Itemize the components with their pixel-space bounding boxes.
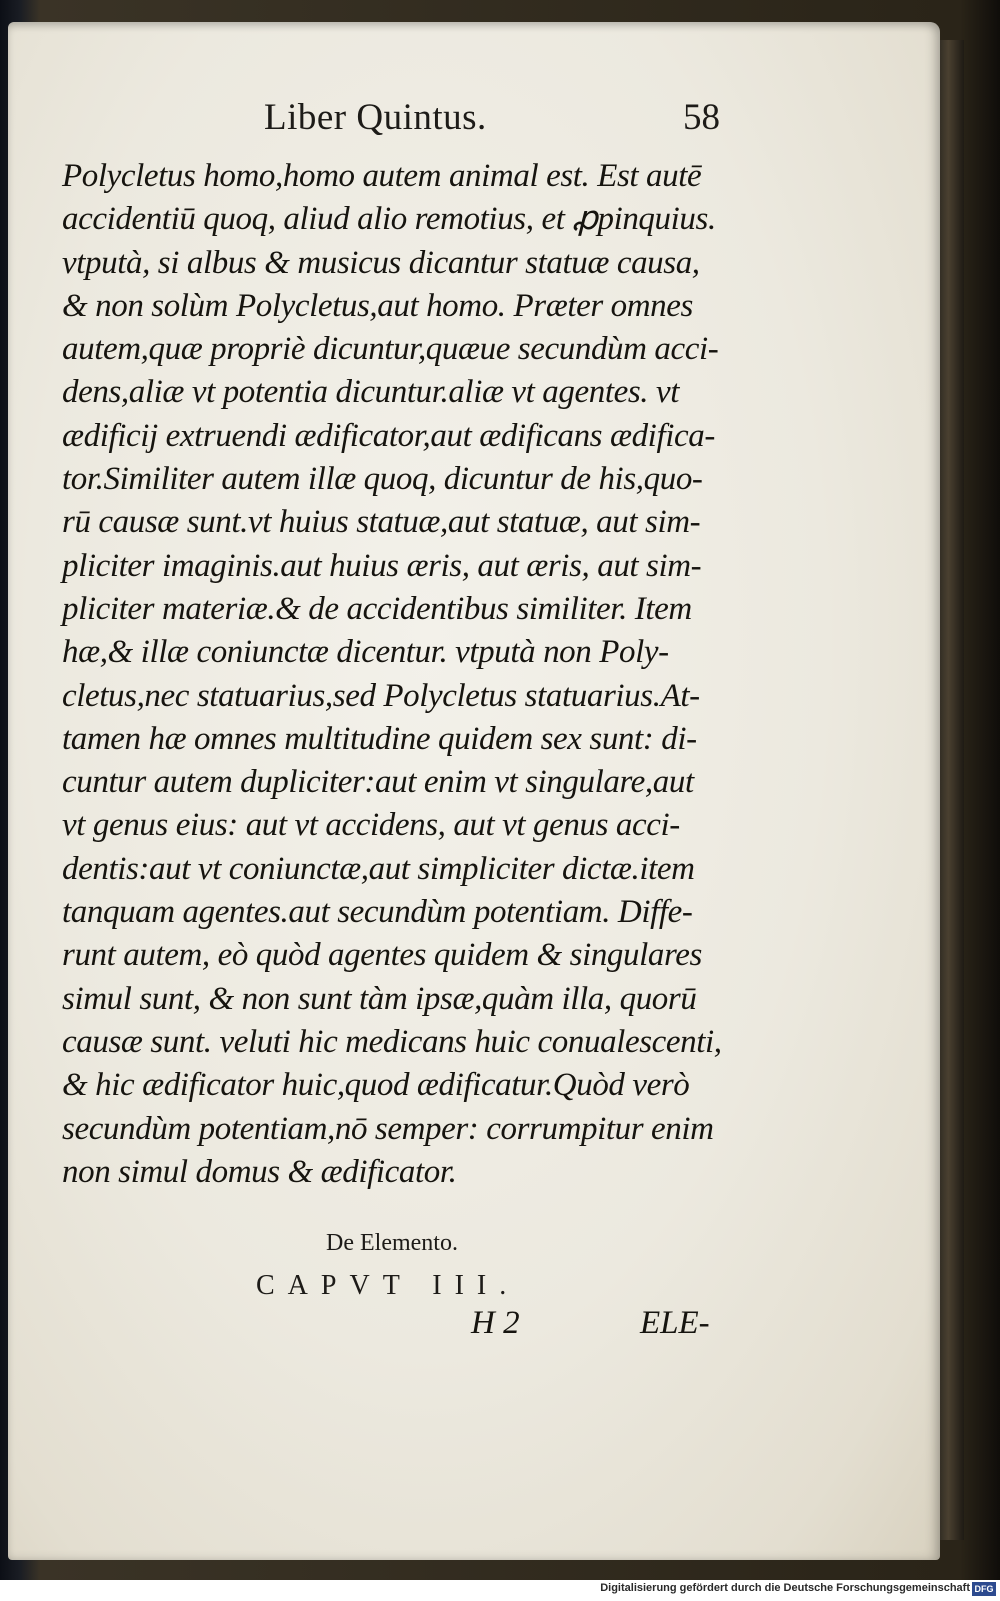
text-line: ædificij extruendi ædificator,aut ædificans ædifica- [62, 417, 715, 454]
text-line: runt autem, eò quòd agentes quidem & singulares [62, 937, 702, 974]
dfg-logo: DFG [972, 1582, 996, 1596]
text-line: hæ,& illæ coniunctæ dicentur. vtputà non Poly- [62, 634, 669, 671]
text-line: & hic ædificator huic,quod ædificatur.Quòd verò [62, 1067, 690, 1104]
text-line: simul sunt, & non sunt tàm ipsæ,quàm illa, quorū [62, 980, 697, 1017]
page-number: 58 [683, 97, 720, 138]
text-line: vtputà, si albus & musicus dicantur statuæ causa, [62, 244, 700, 281]
text-line: causæ sunt. veluti hic medicans huic conualescenti, [62, 1023, 722, 1060]
body-text [62, 155, 742, 1194]
chapter-heading: CAPVT III. [256, 1270, 520, 1301]
text-line: non simul domus & ædificator. [62, 1153, 457, 1190]
book-edge [938, 40, 964, 1540]
signature-mark: H 2 [471, 1305, 520, 1341]
text-line: Polycletus homo,homo autem animal est. Est autē [62, 158, 702, 194]
text-line: pliciter imaginis.aut huius æris, aut æris, aut sim- [62, 547, 702, 584]
text-line: tamen hæ omnes multitudine quidem sex sunt: di- [62, 720, 697, 757]
text-line: & non solùm Polycletus,aut homo. Præter omnes [62, 287, 693, 324]
text-line: secundùm potentiam,nō semper: corrumpitur enim [62, 1110, 714, 1147]
text-line: dentis:aut vt coniunctæ,aut simpliciter dictæ.item [62, 850, 695, 887]
text-line: tor.Similiter autem illæ quoq, dicuntur de his,quo- [62, 461, 703, 498]
text-line: autem,quæ propriè dicuntur,quæue secundùm acci- [62, 331, 719, 368]
text-line: tanquam agentes.aut secundùm potentiam. Diffe- [62, 894, 693, 931]
footer-credit: Digitalisierung gefördert durch die Deutsche Forschungsgemeinschaft [600, 1582, 970, 1594]
text-line: dens,aliæ vt potentia dicuntur.aliæ vt agentes. vt [62, 374, 680, 411]
text-line: rū causæ sunt.vt huius statuæ,aut statuæ, aut sim- [62, 504, 701, 541]
catchword: ELE- [640, 1305, 710, 1341]
text-line: accidentiū quoq, aliud alio remotius, et ꝓpinquius. [62, 201, 716, 238]
section-title: De Elemento. [326, 1230, 458, 1256]
footer-bar [0, 1580, 1000, 1601]
text-line: pliciter materiæ.& de accidentibus similiter. Item [62, 590, 692, 627]
text-line: cletus,nec statuarius,sed Polycletus statuarius.At- [62, 677, 700, 714]
text-line: vt genus eius: aut vt accidens, aut vt genus acci- [62, 807, 680, 844]
running-header: Liber Quintus. [264, 97, 487, 138]
text-line: cuntur autem dupliciter:aut enim vt singulare,aut [62, 764, 694, 801]
